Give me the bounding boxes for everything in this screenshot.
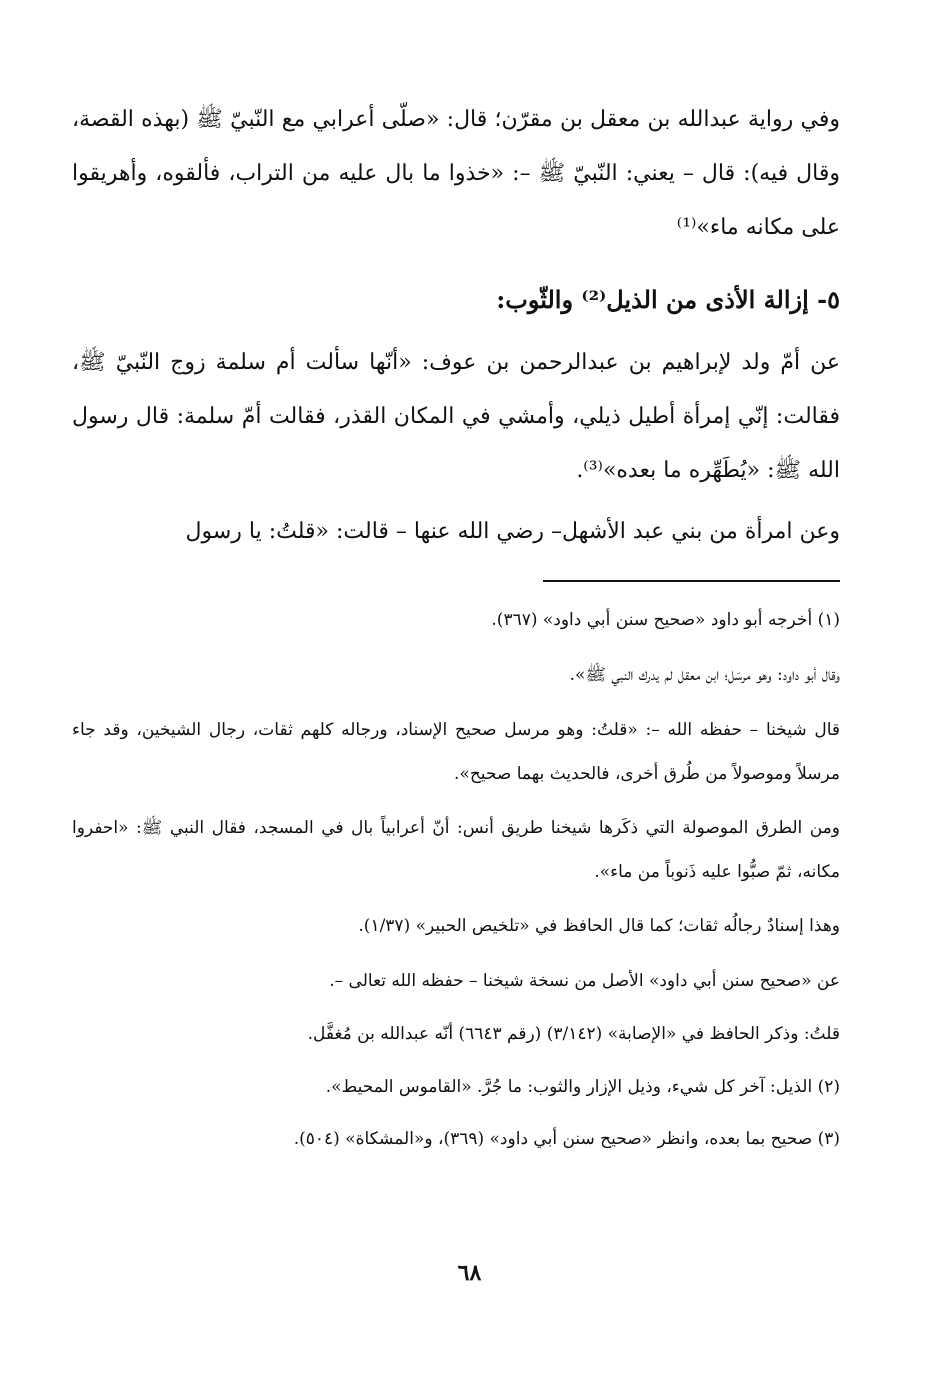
footnote-1-hafiz-note: قلتُ: وذكر الحافظ في «الإصابة» (٣/١٤٢) (رقم ٦٦٤٣) أنّه عبدالله بن مُغفَّل. <box>307 1024 840 1044</box>
footnote-1-route-note: ومن الطرق الموصولة التي ذكَرها شيخنا طريق أنس: أنّ أعرابياً بال في المسجد، فقال النبي ﷺ: «احفروا مكانه، ثمّ صبُّوا عليه ذَنوباً من ماء». <box>72 818 840 882</box>
page-number: ٦٨ <box>457 1260 482 1286</box>
footnote-2: (٢) الذيل: آخر كل شيء، وذيل الإزار والثوب: ما جُرَّ. «القاموس المحيط». <box>325 1077 840 1097</box>
footnote-separator <box>543 580 840 582</box>
section-heading: ٥- إزالة الأذى من الذيل⁽²⁾ والثّوب: <box>496 285 840 314</box>
footnote-1-comment: وقال أبو داود: وهو مرسَل؛ ابن معقل لم يدرك النبي ﷺ». <box>569 665 840 685</box>
body-paragraph-3: وعن امرأة من بني عبد الأشهل– رضي الله عنها – قالت: «قلتُ: يا رسول <box>185 519 840 544</box>
body-paragraph-2: عن أمّ ولد لإبراهيم بن عبدالرحمن بن عوف: «أنّها سألت أم سلمة زوج النّبيّ ﷺ، فقالت: إنّي إمرأة أطيل ذيلي، وأمشي في المكان القذر، فقالت أمّ سلمة: قال رسول الله ﷺ: «يُطَهِّره ما بعده»⁽³⁾. <box>72 350 840 483</box>
body-paragraph-1: وفي رواية عبدالله بن معقل بن مقرّن؛ قال: «صلّى أعرابي مع النّبيّ ﷺ (بهذه القصة، وقال فيه): قال – يعني: النّبيّ ﷺ –: «خذوا ما بال عليه من التراب، فألقوه، وأهريقوا على مكانه ماء»⁽¹⁾ <box>72 107 840 240</box>
footnote-1-sheikh-note: قال شيخنا – حفظه الله –: «قلتُ: وهو مرسل صحيح الإسناد، ورجاله كلهم ثقات، رجال الشيخين، وقد جاء مرسلاً وموصولاً من طُرق أخرى، فالحديث بهما صحيح». <box>72 720 840 784</box>
footnote-3: (٣) صحيح بما بعده، وانظر «صحيح سنن أبي داود» (٣٦٩)، و«المشكاة» (٥٠٤). <box>293 1129 840 1149</box>
footnote-1-source-note: عن «صحيح سنن أبي داود» الأصل من نسخة شيخنا – حفظه الله تعالى –. <box>329 971 840 991</box>
footnote-1-isnad-note: وهذا إسنادٌ رجالُه ثقات؛ كما قال الحافظ في «تلخيص الحبير» (١/٣٧). <box>358 916 840 936</box>
footnote-1: (١) أخرجه أبو داود «صحيح سنن أبي داود» (٣٦٧). <box>491 610 840 630</box>
